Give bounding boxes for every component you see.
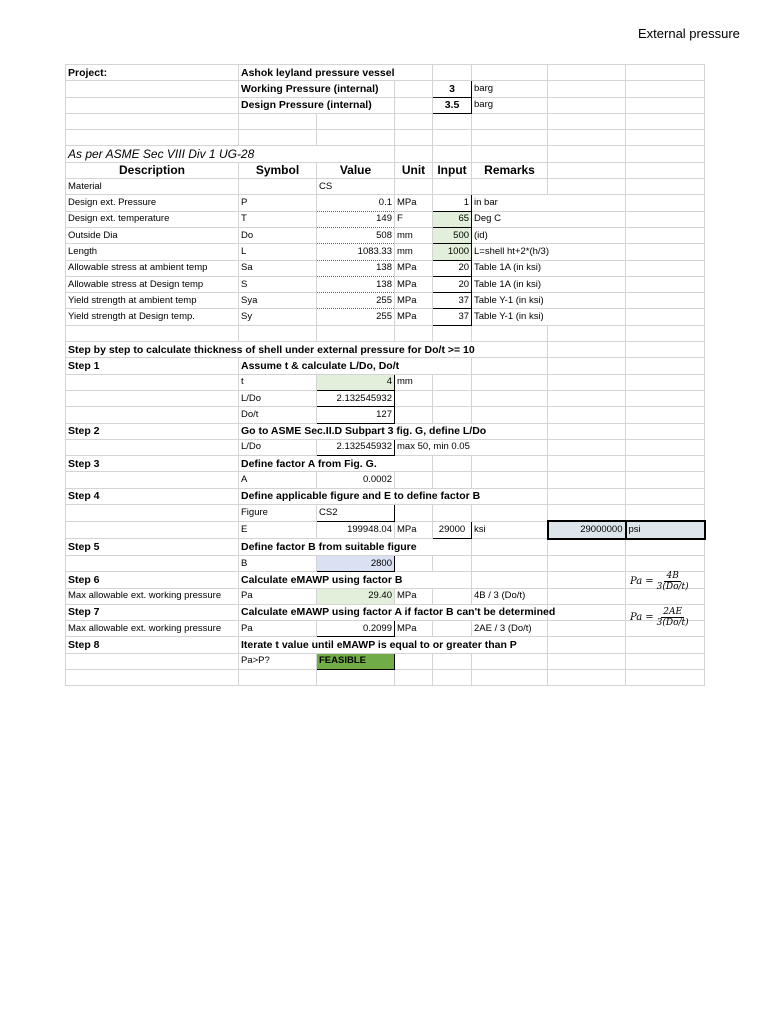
- param-symbol: L: [239, 244, 317, 260]
- col-input: Input: [433, 162, 472, 178]
- param-remark: in bar: [472, 195, 626, 211]
- param-value: 138: [317, 276, 395, 292]
- psi-unit: psi: [626, 521, 705, 538]
- step6-value: 29.40: [317, 588, 395, 604]
- param-input[interactable]: 65: [433, 211, 472, 227]
- formula-b-denominator: 3(Do/t): [656, 582, 689, 592]
- step1-text: Assume t & calculate L/Do, Do/t: [239, 358, 472, 374]
- param-symbol: Sya: [239, 293, 317, 309]
- step7-unit: MPa: [395, 621, 433, 637]
- step5-text: Define factor B from suitable figure: [239, 539, 472, 556]
- step7-desc: Max allowable ext. working pressure: [66, 621, 239, 637]
- param-remark: Table Y-1 (in ksi): [472, 293, 626, 309]
- param-unit: MPa: [395, 195, 433, 211]
- param-unit: mm: [395, 244, 433, 260]
- param-row: [66, 195, 705, 211]
- e-ksi-input[interactable]: 29000: [433, 521, 472, 538]
- step2-remark: max 50, min 0.05: [395, 439, 548, 455]
- param-desc: Allowable stress at ambient temp: [66, 260, 239, 276]
- column-header-row: [66, 162, 705, 178]
- formula-a-lhs: Pa: [630, 612, 643, 623]
- step6-label: Step 6: [66, 572, 239, 588]
- param-desc: Allowable stress at Design temp: [66, 276, 239, 292]
- t-symbol: t: [239, 374, 317, 390]
- step6-desc: Max allowable ext. working pressure: [66, 588, 239, 604]
- formula-b: [630, 571, 689, 592]
- formula-b-eq: =: [645, 576, 654, 587]
- param-symbol: Sa: [239, 260, 317, 276]
- page-title: External pressure: [638, 26, 740, 41]
- param-input[interactable]: 20: [433, 276, 472, 292]
- step4-text: Define applicable figure and E to define factor B: [239, 488, 548, 504]
- col-unit: Unit: [395, 162, 433, 178]
- step1-label: Step 1: [66, 358, 239, 374]
- figure-symbol: Figure: [239, 505, 317, 522]
- step3-text: Define factor A from Fig. G.: [239, 456, 433, 472]
- param-desc: Yield strength at Design temp.: [66, 309, 239, 325]
- param-symbol: Do: [239, 227, 317, 243]
- formula-a: [630, 607, 689, 628]
- param-input[interactable]: 500: [433, 227, 472, 243]
- check-symbol: Pa>P?: [239, 653, 317, 669]
- design-pressure-unit: barg: [472, 97, 548, 113]
- param-desc: Length: [66, 244, 239, 260]
- step7-label: Step 7: [66, 604, 239, 620]
- step7-symbol: Pa: [239, 621, 317, 637]
- e-value: 199948.04: [317, 521, 395, 538]
- param-input[interactable]: 20: [433, 260, 472, 276]
- param-row: [66, 276, 705, 292]
- project-label: Project:: [66, 65, 239, 81]
- parameters-list: [66, 195, 705, 325]
- spreadsheet: [65, 64, 704, 686]
- ldo-symbol: L/Do: [239, 390, 317, 406]
- formula-b-fraction: [657, 571, 689, 592]
- step3-label: Step 3: [66, 456, 239, 472]
- e-psi-value: 29000000: [548, 521, 626, 538]
- param-unit: MPa: [395, 293, 433, 309]
- param-desc: Yield strength at ambient temp: [66, 293, 239, 309]
- formula-b-numerator: 4B: [666, 571, 679, 581]
- formula-b-lhs: Pa: [630, 576, 643, 587]
- step5-label: Step 5: [66, 539, 239, 556]
- dot-symbol: Do/t: [239, 407, 317, 423]
- param-remark: Deg C: [472, 211, 626, 227]
- step8-text: Iterate t value until eMAWP is equal to or greater than P: [239, 637, 548, 653]
- param-row: [66, 293, 705, 309]
- col-symbol: Symbol: [239, 162, 317, 178]
- param-symbol: S: [239, 276, 317, 292]
- working-pressure-unit: barg: [472, 81, 548, 97]
- step6-symbol: Pa: [239, 588, 317, 604]
- step4-label: Step 4: [66, 488, 239, 504]
- e-symbol: E: [239, 521, 317, 538]
- step8-label: Step 8: [66, 637, 239, 653]
- ldo-value: 2.132545932: [317, 390, 395, 406]
- t-unit: mm: [395, 374, 433, 390]
- step6-unit: MPa: [395, 588, 433, 604]
- param-unit: MPa: [395, 276, 433, 292]
- col-remarks: Remarks: [472, 162, 548, 178]
- step6-text: Calculate eMAWP using factor B: [239, 572, 472, 588]
- param-remark: Table 1A (in ksi): [472, 276, 626, 292]
- param-remark: Table Y-1 (in ksi): [472, 309, 626, 325]
- formula-a-fraction: [657, 607, 689, 628]
- param-desc: Design ext. Pressure: [66, 195, 239, 211]
- param-remark: L=shell ht+2*(h/3): [472, 244, 626, 260]
- step7-value: 0.2099: [317, 621, 395, 637]
- standard-reference: As per ASME Sec VIII Div 1 UG-28: [66, 146, 395, 162]
- param-unit: F: [395, 211, 433, 227]
- figure-value[interactable]: CS2: [317, 505, 395, 522]
- step7-remark: 2AE / 3 (Do/t): [472, 621, 548, 637]
- param-row: [66, 309, 705, 325]
- param-desc: Design ext. temperature: [66, 211, 239, 227]
- formula-a-denominator: 3(Do/t): [656, 618, 689, 628]
- calc-table: [65, 64, 706, 686]
- param-row: [66, 244, 705, 260]
- param-value: 138: [317, 260, 395, 276]
- material-label: Material: [66, 179, 239, 195]
- project-value: Ashok leyland pressure vessel: [239, 65, 433, 81]
- param-value: 255: [317, 309, 395, 325]
- param-remark: (id): [472, 227, 626, 243]
- param-symbol: T: [239, 211, 317, 227]
- param-value: 508: [317, 227, 395, 243]
- param-row: [66, 211, 705, 227]
- factor-a-symbol: A: [239, 472, 317, 488]
- design-pressure-value[interactable]: 3.5: [433, 97, 472, 113]
- param-remark: Table 1A (in ksi): [472, 260, 626, 276]
- dot-value: 127: [317, 407, 395, 423]
- t-input[interactable]: 4: [317, 374, 395, 390]
- param-symbol: Sy: [239, 309, 317, 325]
- e-unit: MPa: [395, 521, 433, 538]
- param-symbol: P: [239, 195, 317, 211]
- param-input[interactable]: 37: [433, 309, 472, 325]
- feasible-status: FEASIBLE: [317, 653, 395, 669]
- param-input[interactable]: 1000: [433, 244, 472, 260]
- param-unit: MPa: [395, 309, 433, 325]
- param-input[interactable]: 1: [433, 195, 472, 211]
- formula-a-eq: =: [645, 612, 654, 623]
- param-value: 149: [317, 211, 395, 227]
- formula-a-numerator: 2AE: [663, 607, 683, 617]
- step2-label: Step 2: [66, 423, 239, 439]
- factor-b-symbol: B: [239, 555, 317, 571]
- param-value: 0.1: [317, 195, 395, 211]
- param-desc: Outside Dia: [66, 227, 239, 243]
- step2-symbol: L/Do: [239, 439, 317, 455]
- param-input[interactable]: 37: [433, 293, 472, 309]
- col-description: Description: [66, 162, 239, 178]
- factor-b-input[interactable]: 2800: [317, 555, 395, 571]
- working-pressure-label: Working Pressure (internal): [239, 81, 395, 97]
- step6-remark: 4B / 3 (Do/t): [472, 588, 548, 604]
- param-value: 255: [317, 293, 395, 309]
- step2-text: Go to ASME Sec.II.D Subpart 3 fig. G, define L/Do: [239, 423, 548, 439]
- param-row: [66, 260, 705, 276]
- param-row: [66, 227, 705, 243]
- working-pressure-value[interactable]: 3: [433, 81, 472, 97]
- col-value: Value: [317, 162, 395, 178]
- step7-text: Calculate eMAWP using factor A if factor B can't be determined: [239, 604, 548, 620]
- param-unit: mm: [395, 227, 433, 243]
- procedure-title: Step by step to calculate thickness of shell under external pressure for Do/t >= 10: [66, 342, 548, 358]
- step2-value: 2.132545932: [317, 439, 395, 455]
- param-unit: MPa: [395, 260, 433, 276]
- ksi-unit: ksi: [472, 521, 548, 538]
- material-value: CS: [317, 179, 395, 195]
- factor-a-value: 0.0002: [317, 472, 395, 488]
- param-value: 1083.33: [317, 244, 395, 260]
- design-pressure-label: Design Pressure (internal): [239, 97, 395, 113]
